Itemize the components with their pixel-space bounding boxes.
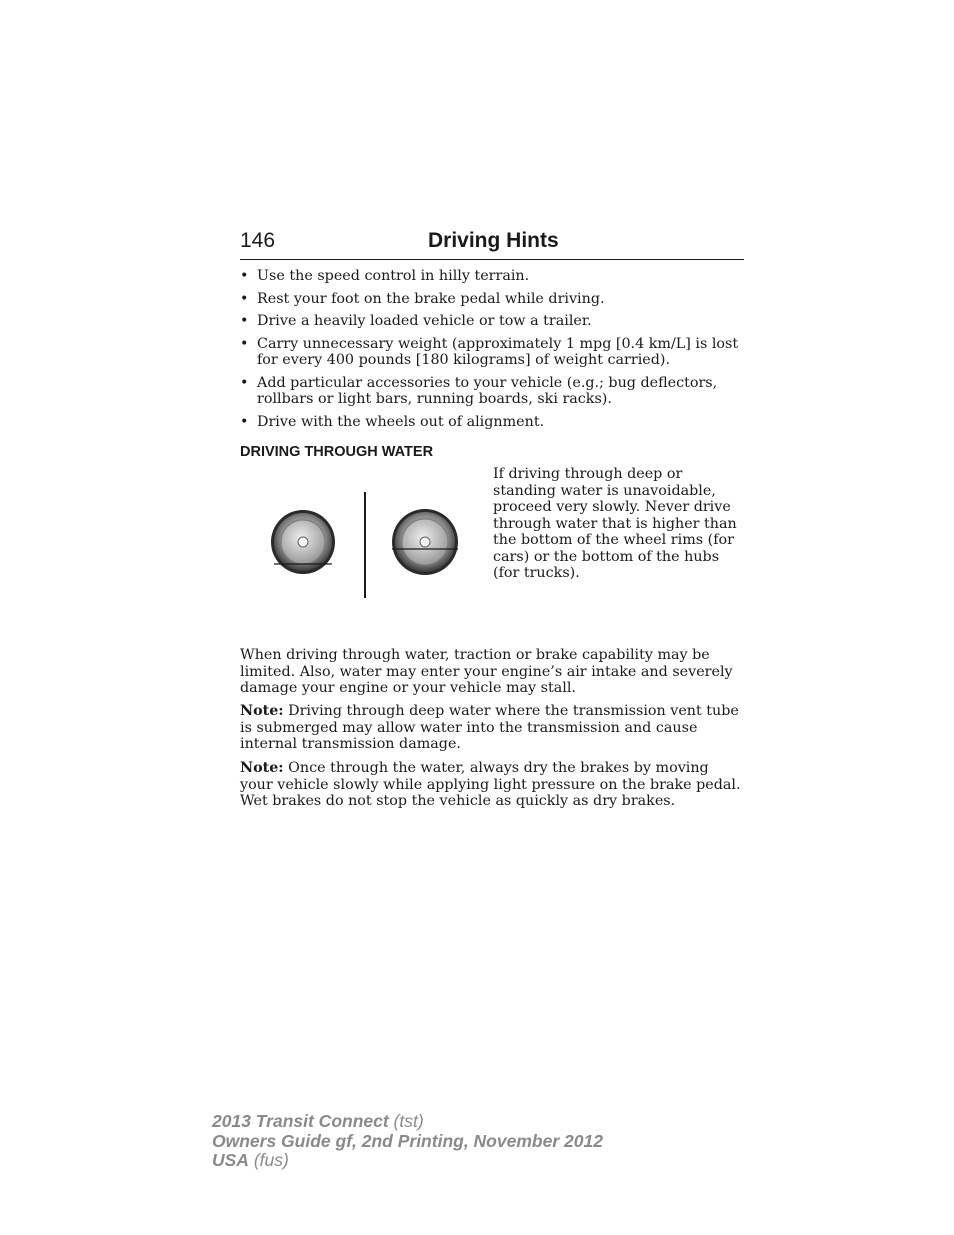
chapter-title: Driving Hints (428, 229, 559, 252)
list-item (240, 291, 744, 308)
bullet-text: Carry unnecessary weight (approximately 1 mpg [0.4 km/L] is lost for every 400 pounds [180 kilograms] of weight carried). (257, 335, 739, 368)
note-text: Driving through deep water where the transmission vent tube is submerged may allow water into the transmission and cause internal transmission damage. (240, 703, 739, 752)
note-label: Note: (240, 703, 284, 719)
bullet-text: Rest your foot on the brake pedal while driving. (257, 290, 605, 307)
footer-line (212, 1112, 603, 1132)
bullet-icon: • (240, 313, 249, 329)
footer-line (212, 1132, 603, 1152)
note-transmission (240, 703, 744, 753)
truck-wheel-icon (392, 509, 458, 575)
section-heading: DRIVING THROUGH WATER (240, 444, 434, 460)
footer-model-code: (tst) (388, 1111, 424, 1131)
traction-paragraph: When driving through water, traction or brake capability may be limited. Also, water may enter your engine’s air intake and severely damage your engine or your vehicle may stall. (240, 647, 733, 696)
bullet-icon: • (240, 290, 249, 307)
car-wheel-icon (271, 510, 335, 574)
footer (212, 1112, 603, 1171)
list-item (240, 268, 744, 285)
water-depth-illustration (262, 490, 472, 602)
bullet-list (240, 268, 744, 436)
list-item (240, 375, 744, 408)
bullet-text: Add particular accessories to your vehicle (e.g.; bug deflectors, rollbars or light bars, running boards, ski racks). (257, 374, 718, 407)
note-label: Note: (240, 760, 284, 776)
water-depth-text: If driving through deep or standing water is unavoidable, proceed very slowly. Never drive through water that is higher than the bottom of the wheel rims (for cars) or the bottom of the hubs (for trucks). (493, 466, 737, 581)
footer-market-code: (fus) (248, 1150, 289, 1170)
footer-printing: Owners Guide gf, 2nd Printing, November 2012 (212, 1130, 603, 1151)
footer-line (212, 1151, 603, 1171)
list-item (240, 313, 744, 330)
bullet-icon: • (240, 268, 249, 284)
bullet-text: Drive with the wheels out of alignment. (257, 413, 545, 430)
bullet-icon: • (240, 413, 249, 430)
page-number: 146 (240, 229, 276, 252)
footer-market: USA (212, 1150, 249, 1170)
bullet-icon: • (240, 335, 249, 352)
bullet-text: Use the speed control in hilly terrain. (257, 268, 530, 284)
footer-model: 2013 Transit Connect (212, 1111, 389, 1131)
list-item (240, 336, 744, 369)
bullet-icon: • (240, 374, 249, 391)
header-rule (240, 259, 744, 260)
list-item (240, 414, 744, 431)
bullet-text: Drive a heavily loaded vehicle or tow a trailer. (257, 313, 592, 329)
note-text: Once through the water, always dry the brakes by moving your vehicle slowly while applying light pressure on the brake pedal. Wet brakes do not stop the vehicle as quickly as dry brakes. (240, 760, 741, 809)
note-brakes (240, 760, 744, 810)
